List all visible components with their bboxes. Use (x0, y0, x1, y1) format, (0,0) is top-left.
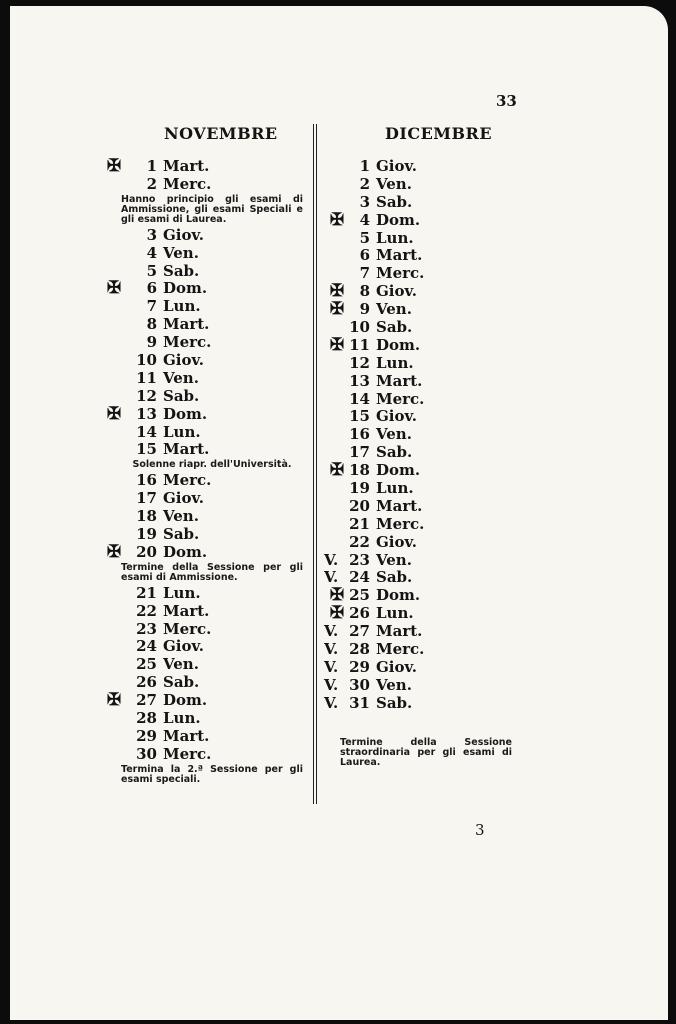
weekday: Sab. (376, 693, 413, 712)
cross-icon: ✠ (106, 541, 122, 562)
weekday: Ven. (376, 300, 412, 319)
november-day-row (106, 403, 303, 424)
december-day-row (340, 265, 510, 283)
november-note: Hanno principio gli esami di Ammissione, gli esami Speciali e gli esami di Laurea. (121, 193, 303, 225)
day-number: 14 (349, 389, 370, 408)
november-day-row (121, 334, 303, 352)
november-day-row (121, 245, 303, 263)
november-day-row (121, 526, 303, 544)
cross-icon: ✠ (329, 460, 345, 481)
day-number: 25 (136, 655, 157, 674)
weekday: Giov. (163, 351, 204, 370)
december-day-row (340, 426, 510, 444)
december-day-row (329, 209, 510, 230)
december-day-row (340, 444, 510, 462)
december-day-row (324, 550, 510, 570)
weekday: Mart. (376, 246, 423, 265)
weekday: Mart. (376, 622, 423, 641)
december-day-row (324, 568, 510, 587)
november-day-row (121, 508, 303, 526)
december-day-row (324, 675, 510, 695)
december-day-row (329, 299, 510, 320)
cross-icon: ✠ (329, 299, 345, 320)
weekday: Ven. (163, 655, 199, 674)
weekday: Lun. (163, 297, 201, 316)
november-day-row (121, 176, 303, 194)
weekday: Merc. (376, 514, 425, 533)
december-note: Termine della Sessione straordinaria per gli esami di Laurea. (340, 737, 512, 768)
december-day-row (324, 693, 510, 713)
day-number: 8 (146, 315, 157, 334)
december-day-row (340, 230, 510, 248)
weekday: Mart. (163, 157, 210, 175)
day-number: 15 (136, 440, 157, 459)
day-number: 12 (136, 386, 157, 405)
weekday: Dom. (376, 335, 421, 354)
weekday: Merc. (163, 471, 212, 490)
weekday: Ven. (163, 243, 199, 262)
day-number: 20 (136, 542, 157, 561)
weekday: Dom. (163, 279, 208, 298)
december-day-row (340, 373, 510, 391)
november-day-row (121, 621, 303, 639)
weekday: Dom. (163, 542, 208, 561)
december-day-row (340, 391, 510, 409)
weekday: Sab. (376, 568, 413, 587)
november-day-row (121, 603, 303, 621)
day-number: 26 (349, 604, 370, 623)
november-day-row (121, 424, 303, 442)
day-number: 20 (349, 496, 370, 515)
day-number: 11 (349, 335, 370, 354)
day-number: 27 (136, 691, 157, 710)
november-list (106, 156, 303, 787)
day-number: 16 (136, 471, 157, 490)
cross-icon: ✠ (106, 156, 122, 176)
weekday: Mart. (376, 371, 423, 390)
day-number: 5 (359, 228, 370, 247)
day-number: 5 (146, 261, 157, 280)
december-day-row (340, 194, 510, 212)
november-day-row (121, 298, 303, 316)
weekday: Ven. (376, 675, 412, 694)
december-day-row (340, 319, 510, 337)
weekday: Merc. (376, 264, 425, 283)
vacation-mark: V. (324, 568, 339, 587)
november-day-row (121, 728, 303, 746)
day-number: 2 (359, 174, 370, 193)
weekday: Merc. (163, 744, 212, 763)
november-note: Termine della Sessione per gli esami di Ammissione. (121, 561, 303, 583)
weekday: Dom. (376, 210, 421, 229)
vacation-mark: V. (324, 622, 339, 641)
december-day-row (329, 603, 510, 624)
weekday: Sab. (376, 192, 413, 211)
december-day-row (340, 408, 510, 426)
november-day-row (121, 710, 303, 728)
weekday: Mart. (376, 496, 423, 515)
december-day-row (329, 334, 510, 355)
day-number: 28 (136, 709, 157, 728)
december-day-row (340, 516, 510, 534)
weekday: Lun. (376, 604, 414, 623)
cross-icon: ✠ (106, 278, 122, 299)
weekday: Mart. (163, 726, 210, 745)
weekday: Mart. (163, 440, 210, 459)
november-day-row (106, 278, 303, 299)
weekday: Giov. (376, 407, 417, 426)
weekday: Sab. (163, 673, 200, 692)
december-day-row (324, 640, 510, 659)
day-number: 29 (136, 726, 157, 745)
december-day-row (340, 247, 510, 265)
day-number: 4 (359, 210, 370, 229)
day-number: 28 (349, 640, 370, 659)
weekday: Mart. (163, 601, 210, 620)
day-number: 7 (359, 264, 370, 283)
weekday: Sab. (376, 318, 413, 337)
november-day-row (121, 352, 303, 370)
december-title: DICEMBRE (385, 124, 493, 143)
weekday: Ven. (376, 550, 412, 569)
page (10, 6, 668, 1020)
vacation-mark: V. (324, 640, 339, 659)
day-number: 4 (146, 243, 157, 262)
weekday: Ven. (376, 174, 412, 193)
weekday: Dom. (376, 461, 421, 480)
weekday: Sab. (163, 386, 200, 405)
day-number: 10 (349, 318, 370, 337)
november-day-row (106, 156, 303, 176)
november-note: Solenne riapr. dell'Università. (132, 459, 292, 471)
day-number: 11 (136, 368, 157, 387)
december-day-row (340, 534, 510, 552)
december-day-row (340, 158, 510, 176)
day-number: 25 (349, 586, 370, 605)
day-number: 22 (349, 532, 370, 551)
december-day-row (324, 657, 510, 677)
november-note: Termina la 2.ª Sessione per gli esami speciali. (121, 763, 303, 785)
day-number: 10 (136, 351, 157, 370)
december-list (324, 157, 510, 713)
december-day-row (340, 480, 510, 498)
day-number: 26 (136, 673, 157, 692)
november-day-row (121, 746, 303, 764)
weekday: Sab. (163, 261, 200, 280)
day-number: 21 (136, 583, 157, 602)
day-number: 16 (349, 425, 370, 444)
november-day-row (121, 638, 303, 656)
day-number: 18 (349, 461, 370, 480)
weekday: Giov. (376, 657, 417, 676)
weekday: Lun. (163, 709, 201, 728)
weekday: Dom. (163, 404, 208, 423)
cross-icon: ✠ (106, 690, 122, 711)
day-number: 17 (349, 443, 370, 462)
weekday: Giov. (163, 489, 204, 508)
day-number: 3 (359, 192, 370, 211)
day-number: 1 (359, 157, 370, 175)
day-number: 6 (146, 279, 157, 298)
cross-icon: ✠ (329, 603, 345, 624)
november-day-row (121, 585, 303, 603)
november-day-row (106, 690, 303, 711)
day-number: 6 (359, 246, 370, 265)
day-number: 3 (146, 225, 157, 244)
weekday: Mart. (163, 315, 210, 334)
november-day-row (121, 227, 303, 245)
day-number: 24 (136, 637, 157, 656)
december-day-row (340, 498, 510, 516)
weekday: Giov. (376, 282, 417, 301)
day-number: 13 (349, 371, 370, 390)
day-number: 29 (349, 657, 370, 676)
november-day-row (121, 388, 303, 406)
weekday: Ven. (163, 507, 199, 526)
weekday: Dom. (376, 586, 421, 605)
weekday: Lun. (376, 479, 414, 498)
november-day-row (121, 370, 303, 388)
november-day-row (121, 316, 303, 334)
weekday: Merc. (163, 333, 212, 352)
day-number: 7 (146, 297, 157, 316)
december-day-row (329, 460, 510, 481)
day-number: 30 (136, 744, 157, 763)
signature-mark: 3 (475, 821, 485, 839)
vacation-mark: V. (324, 657, 339, 676)
weekday: Ven. (163, 368, 199, 387)
day-number: 1 (146, 157, 157, 175)
weekday: Giov. (163, 225, 204, 244)
weekday: Giov. (163, 637, 204, 656)
day-number: 9 (146, 333, 157, 352)
november-day-row (121, 656, 303, 674)
day-number: 30 (349, 675, 370, 694)
vacation-mark: V. (324, 693, 339, 712)
cross-icon: ✠ (329, 585, 345, 606)
day-number: 14 (136, 422, 157, 441)
day-number: 23 (136, 619, 157, 638)
day-number: 19 (136, 525, 157, 544)
page-number: 33 (496, 92, 517, 110)
december-day-row (329, 585, 510, 606)
december-day-row (340, 176, 510, 194)
cross-icon: ✠ (329, 209, 345, 230)
november-day-row (121, 674, 303, 692)
day-number: 18 (136, 507, 157, 526)
day-number: 15 (349, 407, 370, 426)
cross-icon: ✠ (329, 334, 345, 355)
day-number: 22 (136, 601, 157, 620)
day-number: 27 (349, 622, 370, 641)
november-day-row (121, 441, 303, 459)
column-divider (313, 124, 317, 804)
weekday: Merc. (376, 389, 425, 408)
november-day-row (121, 472, 303, 490)
day-number: 17 (136, 489, 157, 508)
day-number: 13 (136, 404, 157, 423)
weekday: Dom. (163, 691, 208, 710)
weekday: Ven. (376, 425, 412, 444)
weekday: Lun. (376, 353, 414, 372)
november-day-row (121, 263, 303, 281)
december-day-row (329, 281, 510, 302)
weekday: Lun. (163, 422, 201, 441)
weekday: Merc. (163, 174, 212, 193)
weekday: Lun. (376, 228, 414, 247)
weekday: Sab. (163, 525, 200, 544)
weekday: Merc. (163, 619, 212, 638)
cross-icon: ✠ (329, 281, 345, 302)
november-day-row (121, 490, 303, 508)
weekday: Sab. (376, 443, 413, 462)
day-number: 12 (349, 353, 370, 372)
vacation-mark: V. (324, 675, 339, 694)
vacation-mark: V. (324, 550, 339, 569)
day-number: 8 (359, 282, 370, 301)
day-number: 2 (146, 174, 157, 193)
day-number: 9 (359, 300, 370, 319)
day-number: 31 (349, 693, 370, 712)
day-number: 21 (349, 514, 370, 533)
cross-icon: ✠ (106, 403, 122, 424)
november-day-row (106, 541, 303, 562)
december-day-row (340, 355, 510, 373)
december-day-row (324, 622, 510, 641)
day-number: 24 (349, 568, 370, 587)
day-number: 19 (349, 479, 370, 498)
weekday: Lun. (163, 583, 201, 602)
day-number: 23 (349, 550, 370, 569)
november-title: NOVEMBRE (164, 124, 278, 143)
weekday: Giov. (376, 157, 417, 175)
weekday: Giov. (376, 532, 417, 551)
weekday: Merc. (376, 640, 425, 659)
